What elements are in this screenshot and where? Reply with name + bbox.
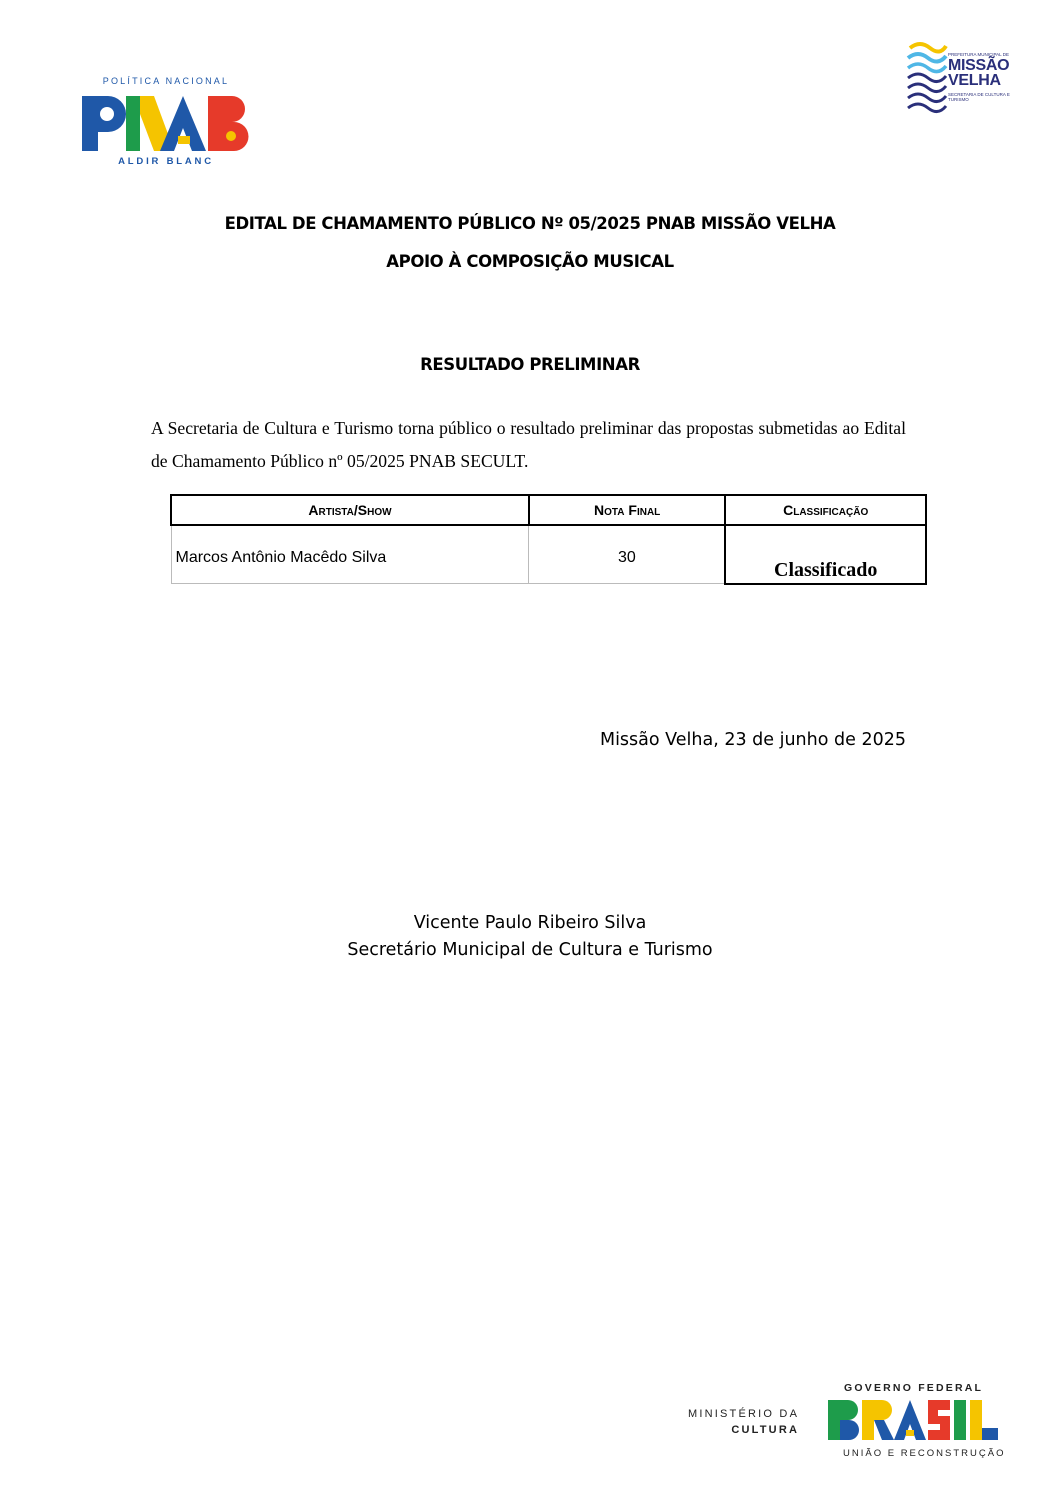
brasil-logo-icon bbox=[828, 1398, 1000, 1444]
table-row bbox=[171, 525, 926, 584]
date-line: Missão Velha, 23 de junho de 2025 bbox=[599, 730, 906, 750]
table-header-row bbox=[171, 495, 926, 525]
cell-artist: Marcos Antônio Macêdo Silva bbox=[171, 525, 529, 584]
cell-score: 30 bbox=[529, 525, 725, 584]
missao-velha-title-1: MISSÃO bbox=[948, 57, 1010, 74]
results-table bbox=[170, 494, 927, 585]
result-heading: RESULTADO PRELIMINAR bbox=[420, 355, 640, 374]
missao-velha-logo bbox=[904, 38, 1020, 120]
pnab-logo bbox=[80, 76, 252, 168]
edital-subtitle: APOIO À COMPOSIÇÃO MUSICAL bbox=[386, 252, 674, 271]
missao-velha-title bbox=[948, 58, 1009, 88]
pnab-top-text: POLÍTICA NACIONAL bbox=[102, 76, 230, 86]
ministerio-line2: CULTURA bbox=[731, 1424, 800, 1436]
ministerio-line1: MINISTÉRIO DA bbox=[688, 1408, 800, 1420]
header-score: Nota Final bbox=[529, 495, 725, 525]
governo-federal-text: GOVERNO FEDERAL bbox=[844, 1382, 984, 1394]
intro-paragraph: A Secretaria de Cultura e Turismo torna público o resultado preliminar das propostas submetidas ao Edital de Chamamento Público nº 05/2025 PNAB SECULT. bbox=[151, 418, 906, 471]
edital-title: EDITAL DE CHAMAMENTO PÚBLICO Nº 05/2025 PNAB MISSÃO VELHA bbox=[224, 214, 836, 233]
missao-velha-title-2: VELHA bbox=[948, 72, 1001, 89]
signatory-role: Secretário Municipal de Cultura e Turismo bbox=[347, 940, 713, 960]
header-classification: Classificação bbox=[725, 495, 926, 525]
missao-velha-small-top: PREFEITURA MUNICIPAL DE bbox=[948, 52, 1010, 57]
uniao-reconstrucao-text: UNIÃO E RECONSTRUÇÃO bbox=[843, 1448, 1006, 1459]
ministerio-cultura-logo bbox=[688, 1406, 799, 1438]
missao-velha-waves-icon bbox=[904, 38, 948, 118]
pnab-bottom-text: ALDIR BLANC bbox=[118, 156, 214, 167]
cell-status: Classificado bbox=[725, 525, 926, 584]
pnab-mark-icon bbox=[80, 90, 252, 152]
header-artist: Artista/Show bbox=[171, 495, 529, 525]
signatory-name: Vicente Paulo Ribeiro Silva bbox=[413, 913, 647, 933]
missao-velha-small-bottom: SECRETARIA DE CULTURA E TURISMO bbox=[948, 92, 1010, 102]
